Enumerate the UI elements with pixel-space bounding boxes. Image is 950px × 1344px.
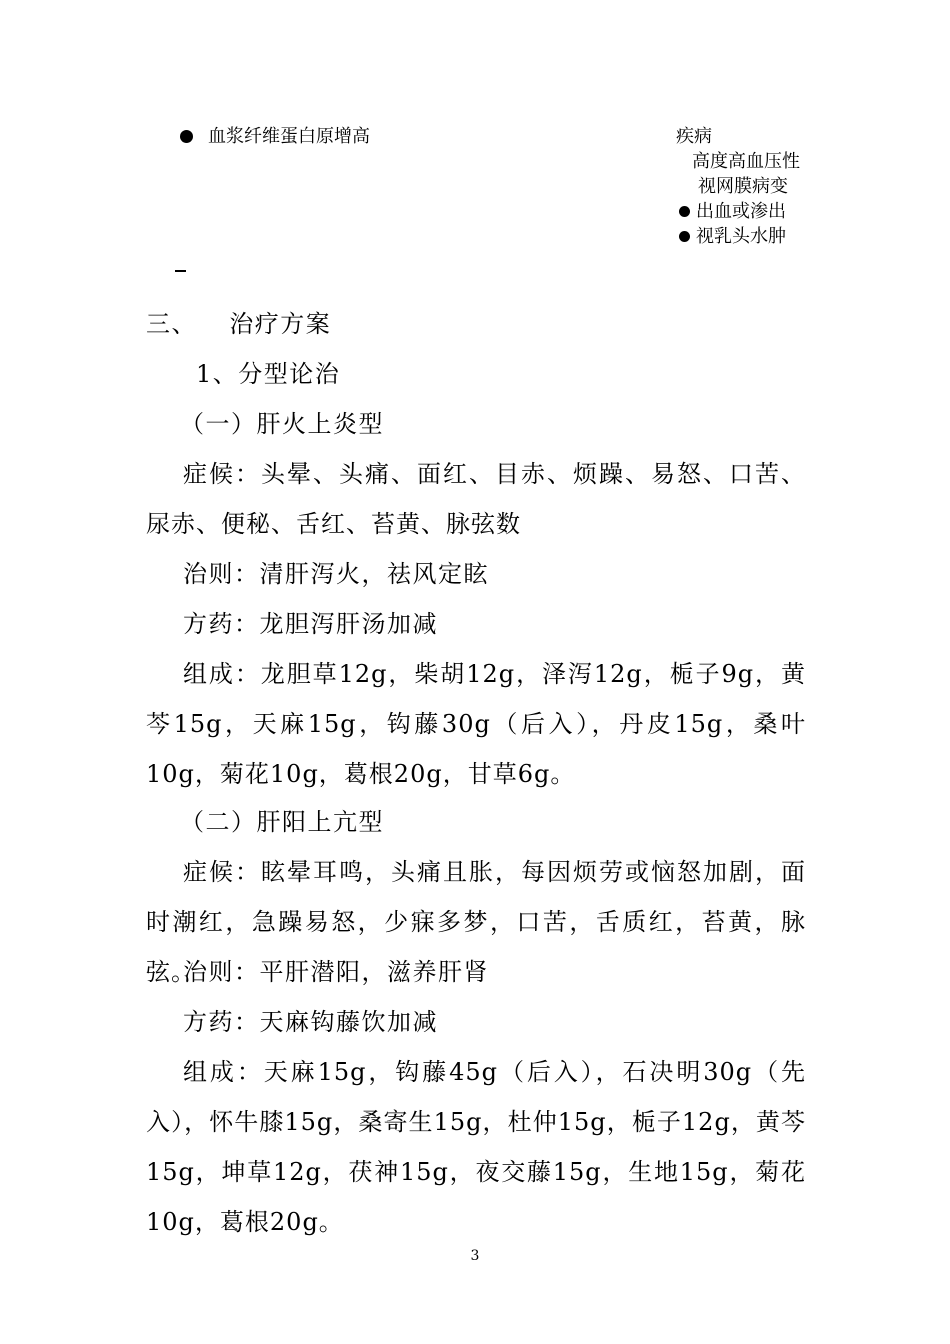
right-column-text: 视网膜病变 bbox=[698, 176, 788, 197]
composition-paragraph: 组成：龙胆草12g，柴胡12g，泽泻12g，栀子9g，黄芩15g，天麻15g，钩藤30g（后入），丹皮15g，桑叶10g，菊花10g，葛根20g，甘草6g。 bbox=[146, 660, 806, 788]
section-number: 三、 bbox=[146, 310, 197, 338]
list-item bbox=[679, 224, 786, 249]
symptoms-paragraph: 症候：头晕、头痛、面红、目赤、烦躁、易怒、口苦、尿赤、便秘、舌红、苔黄、脉弦数 bbox=[146, 460, 806, 538]
bullet-text: 血浆纤维蛋白原增高 bbox=[208, 126, 370, 147]
formula-line: 方药：龙胆泻肝汤加减 bbox=[183, 610, 438, 638]
formula-line: 方药：天麻钩藤饮加减 bbox=[183, 1008, 438, 1036]
section-title: 治疗方案 bbox=[229, 310, 332, 338]
composition-paragraph: 组成：天麻15g，钩藤45g（后入），石决明30g（先入），怀牛膝15g，桑寄生15g，杜仲15g，栀子12g，黄芩15g，坤草12g，茯神15g，夜交藤15g，生地15g，菊花10g，葛根20g。 bbox=[146, 1058, 806, 1236]
subsection-heading: 1、分型论治 bbox=[196, 360, 341, 388]
type-heading: （二）肝阳上亢型 bbox=[180, 808, 384, 836]
bullet-text: 出血或渗出 bbox=[696, 201, 786, 222]
bullet-icon bbox=[180, 130, 193, 143]
right-column-text: 高度高血压性 bbox=[692, 151, 800, 172]
symptoms-paragraph: 症候：眩晕耳鸣，头痛且胀，每因烦劳或恼怒加剧，面时潮红，急躁易怒，少寐多梦，口苦，舌质红，苔黄，脉弦。 bbox=[146, 858, 806, 986]
section-heading bbox=[146, 299, 331, 349]
type-heading: （一）肝火上炎型 bbox=[180, 410, 384, 438]
dash-mark bbox=[175, 270, 186, 272]
right-column-text: 疾病 bbox=[676, 126, 712, 147]
page-number: 3 bbox=[470, 1248, 480, 1264]
list-item bbox=[180, 124, 370, 149]
bullet-icon bbox=[679, 231, 690, 242]
list-item bbox=[679, 199, 786, 224]
principle-line: 治则：清肝泻火，祛风定眩 bbox=[183, 560, 489, 588]
bullet-icon bbox=[679, 206, 690, 217]
bullet-text: 视乳头水肿 bbox=[696, 226, 786, 247]
principle-line: 治则：平肝潜阳，滋养肝肾 bbox=[183, 958, 489, 986]
